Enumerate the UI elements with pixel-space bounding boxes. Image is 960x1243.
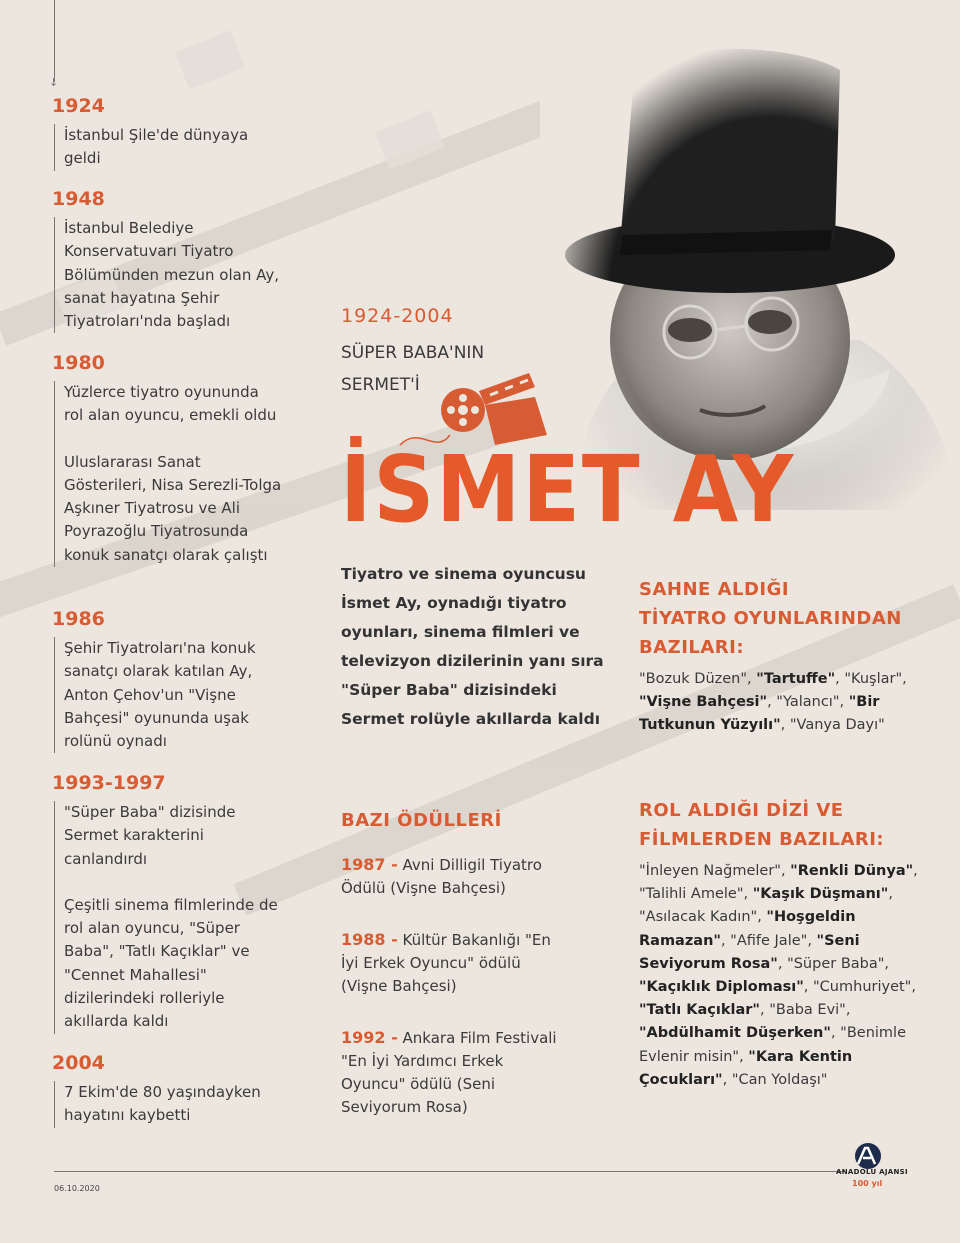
award-year: 1992 - — [341, 1028, 398, 1047]
films-list: "İnleyen Nağmeler", "Renkli Dünya", "Talihli Amele", "Kaşık Düşmanı", "Asılacak Kadın", "Hoşgeldin Ramazan", "Afife Jale", "Seni Seviyorum Rosa", "Süper Baba", "Kaçıklık Diploması", "Cumhuriyet", "Tatlı Kaçıklar", "Baba Evi", "Abdülhamit Düşerken", "Benimle Evlenir misin", "Kara Kentin Çocukları", "Can Yoldaşı" — [639, 863, 918, 1088]
timeline-entry — [54, 1081, 274, 1128]
plays-item: "Bir Tutkunun Yüzyılı" — [639, 694, 880, 734]
award-year: 1987 - — [341, 855, 398, 874]
award-text: Avni Dilligil Tiyatro Ödülü (Vişne Bahçesi) — [341, 856, 542, 897]
timeline-text: Uluslararası Sanat Gösterileri, Nisa Serezli-Tolga Aşkıner Tiyatrosu ve Ali Poyrazoğlu Tiyatrosunda konuk sanatçı olarak çalıştı — [64, 452, 282, 564]
award-item — [341, 928, 571, 998]
subtitle-line: SÜPER BABA'NIN — [341, 343, 485, 363]
films-item: "Afife Jale" — [730, 932, 808, 949]
films-title — [639, 796, 884, 854]
films-item: "Can Yoldaşı" — [731, 1071, 828, 1088]
plays-list: "Bozuk Düzen", "Tartuffe", "Kuşlar", "Vişne Bahçesi", "Yalancı", "Bir Tutkunun Yüzyılı", "Vanya Dayı" — [639, 671, 907, 734]
timeline-entry — [54, 381, 282, 567]
films-item: "Kaşık Düşmanı" — [752, 886, 889, 903]
award-year: 1988 - — [341, 930, 398, 949]
timeline-year: 1993-1997 — [52, 772, 166, 794]
timeline-text: İstanbul Şile'de dünyaya geldi — [64, 126, 249, 168]
plays-item: "Kuşlar" — [844, 671, 903, 687]
plays-item: "Vişne Bahçesi" — [639, 694, 768, 711]
timeline-year: 1924 — [52, 95, 105, 117]
films-item: "Cumhuriyet" — [813, 979, 912, 996]
plays-title-line: BAZILARI: — [639, 637, 745, 658]
films-title-line: ROL ALDIĞI DİZİ VE — [639, 800, 844, 821]
award-text: Kültür Bakanlığı "En İyi Erkek Oyuncu" ödülü (Vişne Bahçesi) — [341, 931, 551, 995]
films-item: "Baba Evi" — [769, 1002, 846, 1019]
timeline-year: 1986 — [52, 608, 105, 630]
films-item: "Kara Kentin Çocukları" — [639, 1048, 853, 1088]
films-title-line: FİLMLERDEN BAZILARI: — [639, 829, 885, 850]
footer-divider — [54, 1171, 844, 1172]
films-item: "Hoşgeldin Ramazan" — [639, 909, 856, 949]
timeline-year: 2004 — [52, 1052, 105, 1074]
award-item — [341, 853, 581, 900]
life-dates: 1924-2004 — [341, 305, 454, 327]
timeline-year: 1948 — [52, 188, 105, 210]
films-item: "İnleyen Nağmeler" — [639, 863, 781, 879]
timeline-entry — [54, 801, 282, 1034]
timeline-entry — [54, 637, 262, 753]
timeline-text: 7 Ekim'de 80 yaşındayken hayatını kaybetti — [64, 1083, 261, 1125]
films-item: "Tatlı Kaçıklar" — [639, 1002, 760, 1019]
awards-title: BAZI ÖDÜLLERİ — [341, 810, 502, 831]
timeline-text: Yüzlerce tiyatro oyununda rol alan oyuncu, emekli oldu — [64, 383, 277, 425]
films-item: "Renkli Dünya" — [790, 863, 914, 879]
publish-date: 06.10.2020 — [54, 1184, 100, 1193]
timeline-top-line — [54, 0, 55, 82]
timeline-text: Çeşitli sinema filmlerinde de rol alan oyuncu, "Süper Baba", "Tatlı Kaçıklar" ve "Cennet Mahallesi" dizilerindeki rolleriyle akıllarda kaldı — [64, 895, 278, 1031]
plays-title — [639, 575, 902, 662]
timeline-text: "Süper Baba" dizisinde Sermet karakterini canlandırdı — [64, 803, 236, 868]
films-item: "Kaçıklık Diploması" — [639, 979, 804, 996]
award-text: Ankara Film Festivali "En İyi Yardımcı Erkek Oyuncu" ödülü (Seni Seviyorum Rosa) — [341, 1029, 557, 1116]
timeline-text: İstanbul Belediye Konservatuvarı Tiyatro Bölümünden mezun olan Ay, sanat hayatına Şehir Tiyatroları'nda başladı — [64, 219, 279, 331]
intro-text: Tiyatro ve sinema oyuncusu İsmet Ay, oynadığı tiyatro oyunları, sinema filmleri ve televizyon dizilerinin yanı sıra "Süper Baba" dizisindeki Sermet rolüyle akıllarda kaldı — [341, 565, 604, 728]
agency-name: ANADOLU AJANSI — [836, 1168, 908, 1176]
person-name: İSMET AY — [340, 436, 796, 543]
films-item: "Süper Baba" — [787, 955, 885, 972]
films-item: "Asılacak Kadın" — [639, 909, 758, 926]
plays-item: "Yalancı" — [776, 694, 840, 711]
plays-title-line: TİYATRO OYUNLARINDAN — [639, 608, 902, 629]
films-item: "Seni Seviyorum Rosa" — [639, 932, 860, 972]
plays-item: "Vanya Dayı" — [789, 717, 885, 734]
award-item — [341, 1026, 561, 1119]
arrow-down-icon: ↓ — [49, 76, 59, 89]
plays-item: "Tartuffe" — [756, 671, 836, 687]
timeline-entry — [54, 217, 284, 333]
timeline-year: 1980 — [52, 352, 105, 374]
films-item: "Talihli Amele" — [639, 886, 744, 903]
timeline-text: Şehir Tiyatroları'na konuk sanatçı olarak katılan Ay, Anton Çehov'un "Vişne Bahçesi" oyununda uşak rolünü oynadı — [64, 639, 256, 751]
films-item: "Benimle Evlenir misin" — [639, 1025, 906, 1065]
plays-title-line: SAHNE ALDIĞI — [639, 579, 790, 600]
timeline-entry — [54, 124, 254, 171]
plays-item: "Bozuk Düzen" — [639, 671, 748, 687]
films-item: "Abdülhamit Düşerken" — [639, 1025, 831, 1042]
agency-anniversary: 100 yıl — [852, 1179, 883, 1188]
subtitle-line: SERMET'İ — [341, 375, 420, 395]
